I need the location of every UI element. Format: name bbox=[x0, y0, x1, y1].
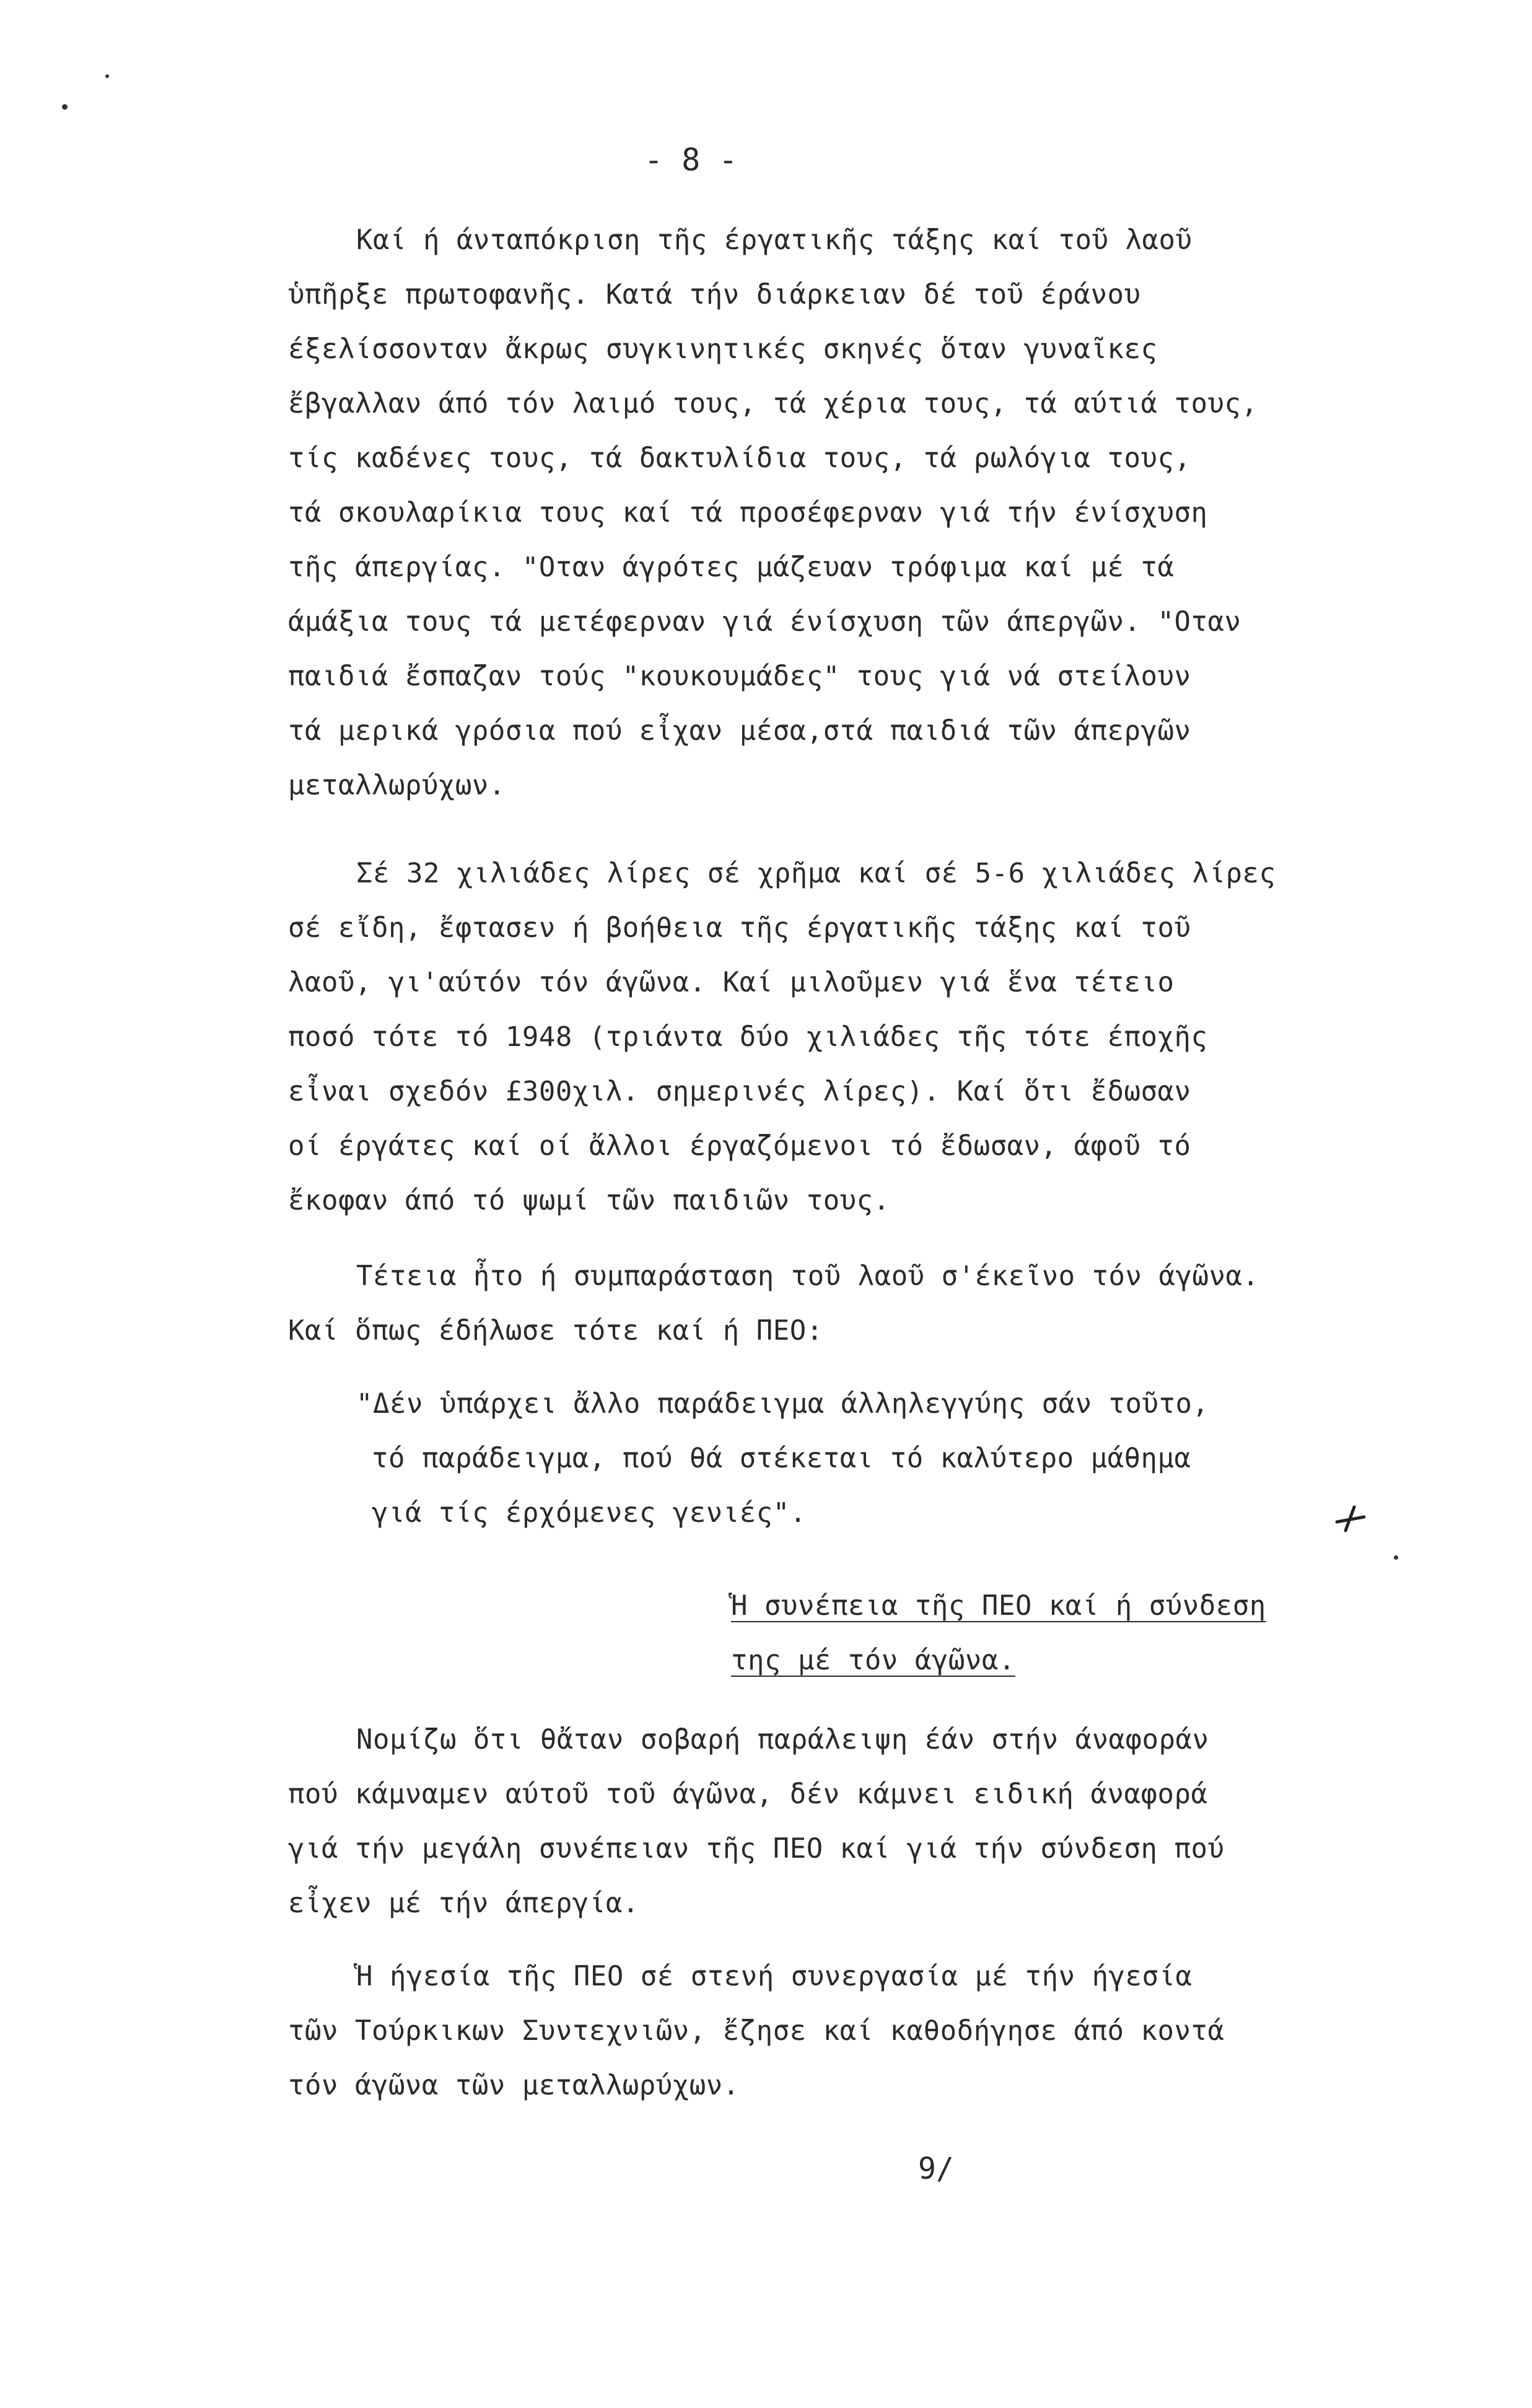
paragraph-1-line-5: τίς καδένες τους, τά δακτυλίδια τους, τά ρωλόγια τους, bbox=[288, 442, 1191, 474]
paragraph-2-line-4: ποσό τότε τό 1948 (τριάντα δύο χιλιάδες τῆς τότε έποχῆς bbox=[288, 1021, 1208, 1053]
paragraph-5-line-1: Νομίζω ὅτι θἄταν σοβαρή παράλειψη έάν στήν άναφοράν bbox=[356, 1724, 1209, 1755]
paragraph-1-line-7: τῆς άπεργίας. "Οταν άγρότες μάζευαν τρόφιμα καί μέ τά bbox=[288, 551, 1175, 583]
paragraph-3-line-1: Τέτεια ἦτο ή συμπαράσταση τοῦ λαοῦ σ'έκεῖνο τόν άγῶνα. bbox=[356, 1260, 1259, 1292]
paragraph-2-line-6: οί έργάτες καί οί ἄλλοι έργαζόμενοι τό ἔδωσαν, άφοῦ τό bbox=[288, 1130, 1191, 1162]
paragraph-5-line-3: γιά τήν μεγάλη συνέπειαν τῆς ΠΕΟ καί γιά τήν σύνδεση πού bbox=[288, 1833, 1225, 1865]
paragraph-6-line-2: τῶν Τούρκικων Συντεχνιῶν, ἔζησε καί καθοδήγησε άπό κοντά bbox=[288, 2015, 1225, 2047]
next-page-reference: 9/ bbox=[918, 2151, 954, 2186]
paragraph-1-line-2: ὑπῆρξε πρωτοφανῆς. Κατά τήν διάρκειαν δέ τοῦ έράνου bbox=[288, 279, 1141, 310]
paragraph-1-line-1: Καί ή άνταπόκριση τῆς έργατικῆς τάξης καί τοῦ λαοῦ bbox=[356, 224, 1193, 256]
paragraph-1-line-10: τά μερικά γρόσια πού εἶχαν μέσα,στά παιδιά τῶν άπεργῶν bbox=[288, 715, 1191, 747]
scan-speck bbox=[105, 74, 109, 78]
section-heading-line-2: της μέ τόν άγῶνα. bbox=[731, 1645, 1015, 1676]
page-number: - 8 - bbox=[644, 142, 738, 178]
scan-speck bbox=[62, 104, 68, 110]
paragraph-5-line-2: πού κάμναμεν αύτοῦ τοῦ άγῶνα, δέν κάμνει ειδική άναφορά bbox=[288, 1778, 1208, 1810]
section-heading-line-1: Ἡ συνέπεια τῆς ΠΕΟ καί ή σύνδεση bbox=[731, 1590, 1266, 1622]
handwritten-check-mark bbox=[1332, 1500, 1369, 1537]
paragraph-1-line-4: ἔβγαλλαν άπό τόν λαιμό τους, τά χέρια τους, τά αύτιά τους, bbox=[288, 388, 1258, 420]
scan-speck bbox=[1394, 1555, 1398, 1560]
paragraph-2-line-3: λαοῦ, γι'αύτόν τόν άγῶνα. Καί μιλοῦμεν γιά ἕνα τέτειο bbox=[288, 967, 1175, 998]
paragraph-3-line-2: Καί ὅπως έδήλωσε τότε καί ή ΠΕΟ: bbox=[288, 1315, 823, 1347]
paragraph-1-line-3: έξελίσσονταν ἄκρως συγκινητικές σκηνές ὅταν γυναῖκες bbox=[288, 333, 1158, 365]
paragraph-2-line-5: εἶναι σχεδόν £300χιλ. σημερινές λίρες). Καί ὅτι ἔδωσαν bbox=[288, 1076, 1191, 1107]
paragraph-1-line-9: παιδιά ἔσπαζαν τούς "κουκουμάδες" τους γιά νά στείλουν bbox=[288, 661, 1191, 692]
quote-line-3: γιά τίς έρχόμενες γενιές". bbox=[372, 1497, 807, 1529]
paragraph-2-line-2: σέ εἴδη, ἔφτασεν ή βοήθεια τῆς έργατικῆς τάξης καί τοῦ bbox=[288, 912, 1191, 944]
paragraph-1-line-11: μεταλλωρύχων. bbox=[288, 770, 506, 801]
quote-line-2: τό παράδειγμα, πού θά στέκεται τό καλύτερο μάθημα bbox=[372, 1443, 1191, 1474]
paragraph-5-line-4: εἶχεν μέ τήν άπεργία. bbox=[288, 1887, 639, 1919]
paragraph-1-line-6: τά σκουλαρίκια τους καί τά προσέφερναν γιά τήν ένίσχυση bbox=[288, 497, 1208, 529]
paragraph-1-line-8: άμάξια τους τά μετέφερναν γιά ένίσχυση τῶν άπεργῶν. "Οταν bbox=[288, 606, 1241, 638]
quote-line-1: "Δέν ὑπάρχει ἄλλο παράδειγμα άλληλεγγύης σάν τοῦτο, bbox=[356, 1388, 1209, 1420]
paragraph-2-line-1: Σέ 32 χιλιάδες λίρες σέ χρῆμα καί σέ 5-6 χιλιάδες λίρες bbox=[356, 858, 1276, 889]
paragraph-6-line-1: Ἡ ήγεσία τῆς ΠΕΟ σέ στενή συνεργασία μέ τήν ήγεσία bbox=[356, 1961, 1193, 1992]
paragraph-2-line-7: ἔκοφαν άπό τό ψωμί τῶν παιδιῶν τους. bbox=[288, 1185, 890, 1216]
paragraph-6-line-3: τόν άγῶνα τῶν μεταλλωρύχων. bbox=[288, 2070, 740, 2101]
